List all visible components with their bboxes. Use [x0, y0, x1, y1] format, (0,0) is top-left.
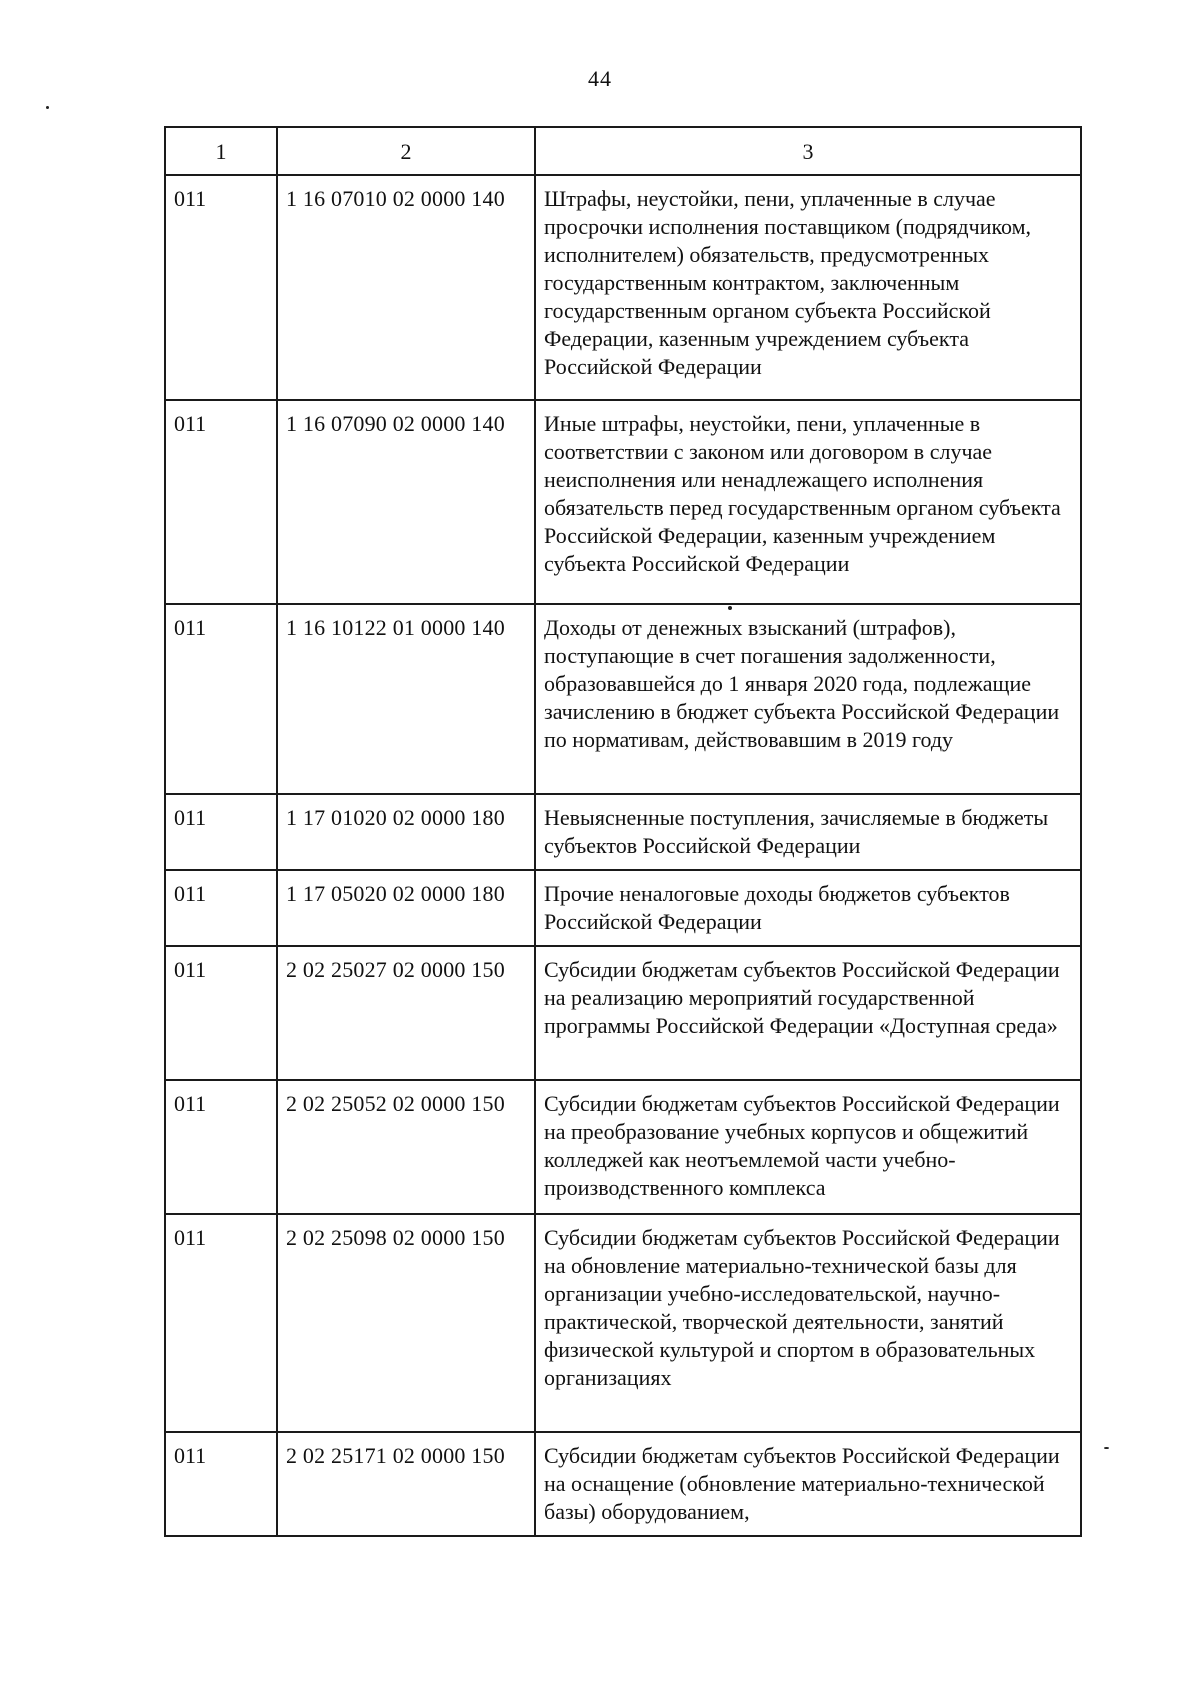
column-header-1: 1: [165, 127, 277, 175]
table-row: [165, 794, 1081, 870]
admin-code-cell: 011: [165, 400, 277, 604]
description-cell: Субсидии бюджетам субъектов Российской Федерации на преобразование учебных корпусов и общежитий колледжей как неотъемлемой части учебно-производственного комплекса: [535, 1080, 1081, 1214]
revenue-code-cell: 1 16 07090 02 0000 140: [277, 400, 535, 604]
description-cell: Субсидии бюджетам субъектов Российской Федерации на обновление материально-технической базы для организации учебно-исследовательской, научно-практической, творческой деятельности, занятий физической культурой и спортом в образовательных организациях: [535, 1214, 1081, 1432]
admin-code-cell: 011: [165, 175, 277, 400]
table-row: [165, 870, 1081, 946]
table-row: [165, 175, 1081, 400]
table-row: [165, 1214, 1081, 1432]
revenue-code-cell: 1 16 10122 01 0000 140: [277, 604, 535, 794]
revenue-code-cell: 1 17 05020 02 0000 180: [277, 870, 535, 946]
table-row: [165, 1080, 1081, 1214]
table-row: [165, 1432, 1081, 1536]
revenue-code-cell: 2 02 25171 02 0000 150: [277, 1432, 535, 1536]
description-cell: Иные штрафы, неустойки, пени, уплаченные в соответствии с законом или договором в случае неисполнения или ненадлежащего исполнения обязательств перед государственным органом субъекта Российской Федерации, казенным учреждением субъекта Российской Федерации: [535, 400, 1081, 604]
description-cell: Прочие неналоговые доходы бюджетов субъектов Российской Федерации: [535, 870, 1081, 946]
revenue-code-cell: 1 16 07010 02 0000 140: [277, 175, 535, 400]
revenue-code-cell: 2 02 25052 02 0000 150: [277, 1080, 535, 1214]
admin-code-cell: 011: [165, 1080, 277, 1214]
description-cell: Субсидии бюджетам субъектов Российской Федерации на оснащение (обновление материально-технической базы) оборудованием,: [535, 1432, 1081, 1536]
table-row: [165, 604, 1081, 794]
description-cell: Доходы от денежных взысканий (штрафов), поступающие в счет погашения задолженности, образовавшейся до 1 января 2020 года, подлежащие зачислению в бюджет субъекта Российской Федерации по нормативам, действовавшим в 2019 году: [535, 604, 1081, 794]
admin-code-cell: 011: [165, 1214, 277, 1432]
admin-code-cell: 011: [165, 946, 277, 1080]
table-header-row: [165, 127, 1081, 175]
description-cell: Невыясненные поступления, зачисляемые в бюджеты субъектов Российской Федерации: [535, 794, 1081, 870]
column-header-3: 3: [535, 127, 1081, 175]
scan-speck: [728, 606, 732, 610]
scan-speck: [1104, 1447, 1109, 1449]
admin-code-cell: 011: [165, 870, 277, 946]
table-row: [165, 946, 1081, 1080]
page-number: 44: [588, 66, 612, 91]
column-header-2: 2: [277, 127, 535, 175]
description-cell: Субсидии бюджетам субъектов Российской Федерации на реализацию мероприятий государственной программы Российской Федерации «Доступная среда»: [535, 946, 1081, 1080]
revenue-code-cell: 1 17 01020 02 0000 180: [277, 794, 535, 870]
admin-code-cell: 011: [165, 794, 277, 870]
admin-code-cell: 011: [165, 604, 277, 794]
description-cell: Штрафы, неустойки, пени, уплаченные в случае просрочки исполнения поставщиком (подрядчиком, исполнителем) обязательств, предусмотренных государственным контрактом, заключенным государственным органом субъекта Российской Федерации, казенным учреждением субъекта Российской Федерации: [535, 175, 1081, 400]
revenue-code-cell: 2 02 25027 02 0000 150: [277, 946, 535, 1080]
revenue-code-cell: 2 02 25098 02 0000 150: [277, 1214, 535, 1432]
revenue-codes-table: [164, 126, 1082, 1537]
admin-code-cell: 011: [165, 1432, 277, 1536]
table-row: [165, 400, 1081, 604]
scan-speck: [46, 106, 49, 109]
